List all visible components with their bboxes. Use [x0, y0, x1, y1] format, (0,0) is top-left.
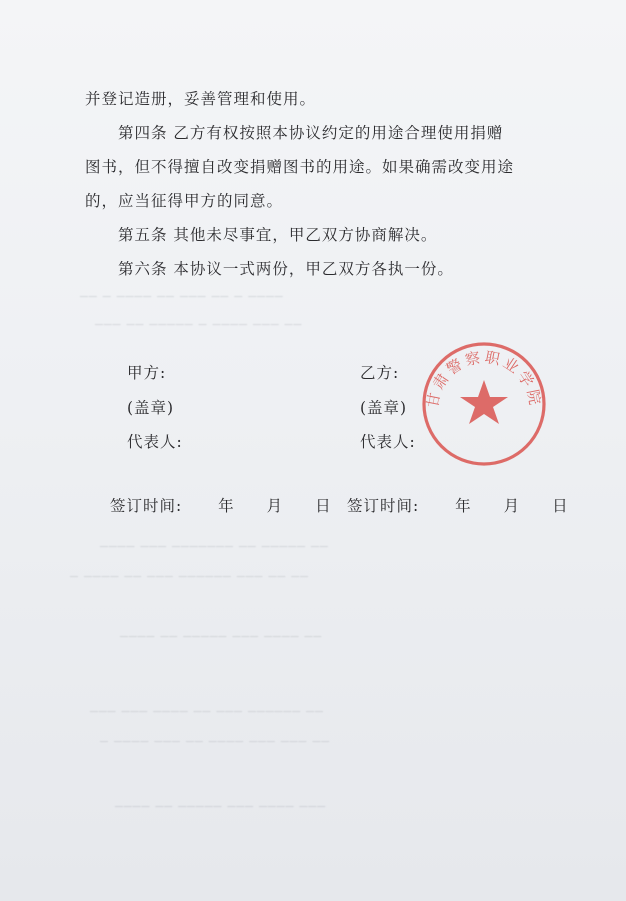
party-b-representative: 代表人:: [360, 433, 416, 451]
clause-four-line-1: 第四条 乙方有权按照本协议约定的用途合理使用捐赠: [118, 124, 504, 142]
clause-four-line-3: 的，应当征得甲方的同意。: [85, 192, 284, 210]
party-a-label: 甲方:: [127, 364, 167, 382]
signing-date-right: [347, 494, 569, 516]
bleed-through-text: ──── ─── ─────── ── ───── ──: [100, 540, 329, 555]
clause-five: 第五条 其他未尽事宜，甲乙双方协商解决。: [118, 226, 438, 244]
bleed-through-text: ── ─ ──── ── ─── ── ─ ────: [80, 290, 284, 305]
official-seal-stamp: [418, 338, 550, 470]
bleed-through-text: ─── ── ───── ─ ──── ─── ──: [95, 318, 303, 333]
party-a-representative: 代表人:: [127, 433, 183, 451]
bleed-through-text: ──── ── ───── ─── ──── ───: [115, 800, 327, 815]
date-month: 月: [503, 497, 521, 515]
clause-six: 第六条 本协议一式两份，甲乙双方各执一份。: [118, 260, 454, 278]
date-month: 月: [266, 497, 284, 515]
party-b-label: 乙方:: [360, 364, 400, 382]
date-day: 日: [315, 497, 332, 515]
signing-date-left: [110, 494, 332, 516]
bleed-through-text: ─── ─── ──── ── ─── ────── ──: [90, 705, 324, 720]
bleed-through-text: ─ ──── ─── ── ──── ─── ─── ──: [100, 735, 331, 750]
bleed-through-text: ─ ──── ── ─── ────── ─── ── ──: [70, 570, 309, 585]
date-day: 日: [552, 497, 569, 515]
party-a-seal: (盖章): [127, 399, 175, 417]
date-label: 签订时间:: [110, 497, 183, 515]
clause-continuation: 并登记造册，妥善管理和使用。: [85, 90, 317, 108]
date-label: 签订时间:: [347, 497, 420, 515]
date-year: 年: [218, 497, 235, 515]
party-b-seal: (盖章): [360, 399, 408, 417]
date-year: 年: [455, 497, 472, 515]
seal-text: 甘肃警察职业学院: [423, 347, 545, 410]
star-icon: [460, 380, 508, 424]
clause-four-line-2: 图书，但不得擅自改变捐赠图书的用途。如果确需改变用途: [85, 158, 515, 176]
bleed-through-text: ──── ── ───── ─── ──── ──: [120, 630, 323, 645]
